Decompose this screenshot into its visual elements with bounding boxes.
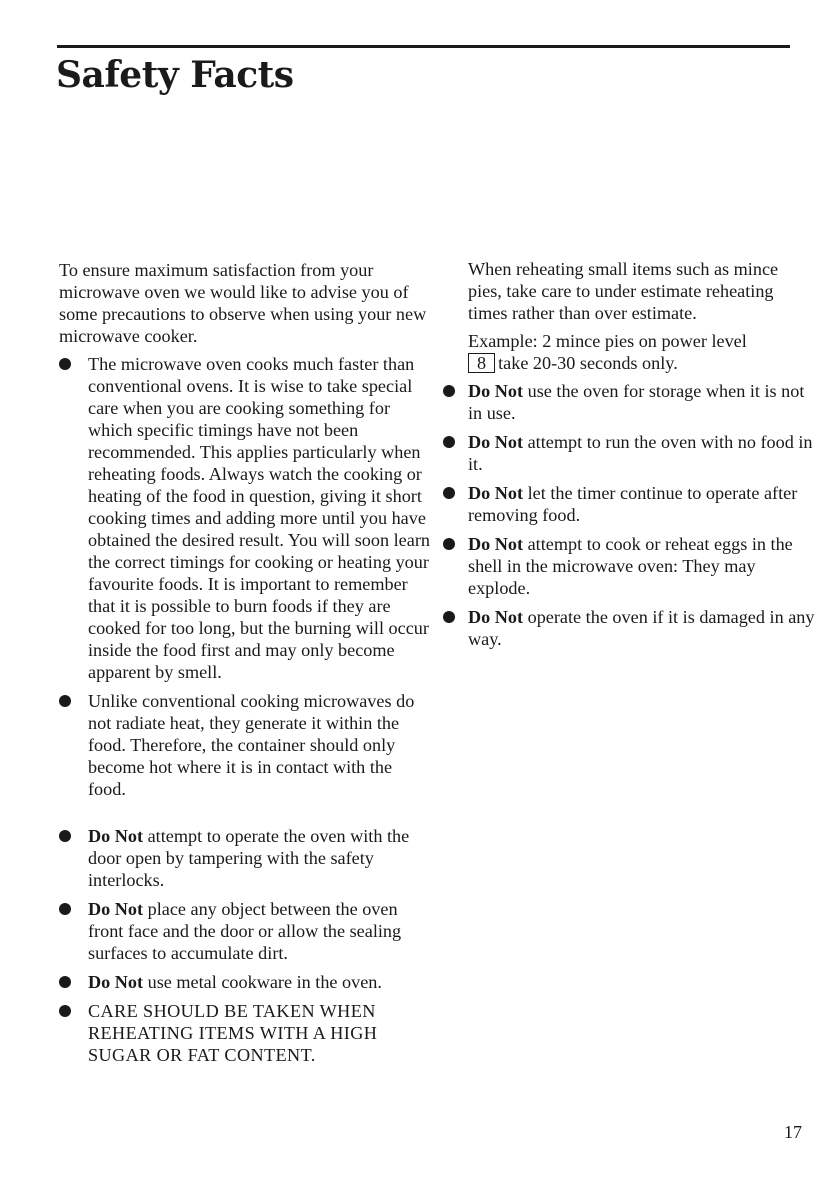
warning-label: Do Not [468, 381, 524, 401]
bullet-text: place any object between the oven front face and the door or allow the sealing surfaces to accumulate dirt. [88, 899, 402, 963]
list-item [59, 690, 434, 800]
list-item [59, 898, 434, 964]
bullet-icon [443, 487, 455, 499]
example-text: Example: 2 mince pies on power level [468, 331, 747, 351]
bullet-icon [59, 358, 71, 370]
bullet-icon [443, 385, 455, 397]
list-item [59, 825, 434, 891]
warning-label: Do Not [468, 534, 524, 554]
bullet-icon [59, 830, 71, 842]
list-item [441, 431, 816, 475]
bullet-text: attempt to operate the oven with the door open by tampering with the safety interlocks. [88, 826, 410, 890]
list-item [59, 353, 434, 683]
page-title: Safety Facts [56, 54, 294, 96]
intro-paragraph: To ensure maximum satisfaction from your microwave oven we would like to advise you of some precautions to observe when using your new microwave cooker. [59, 260, 427, 346]
reheating-paragraph: When reheating small items such as mince pies, take care to under estimate reheating times rather than over estimate. [468, 259, 779, 323]
spacer [59, 807, 434, 825]
example-paragraph [441, 330, 816, 374]
warning-label: Do Not [88, 899, 144, 919]
bullet-text: use the oven for storage when it is not in use. [468, 381, 805, 423]
bullet-icon [59, 1005, 71, 1017]
bullet-icon [59, 695, 71, 707]
bullet-text: The microwave oven cooks much faster than conventional ovens. It is wise to take special care when you are cooking something for which specific timings have not been recommended. This applies particularly when reheating foods. Always watch the cooking or heating of the food in question, giving it short cooking times and adding more until you have obtained the desired result. You will soon learn the correct timings for cooking or heating your favourite foods. It is important to remember that it is possible to burn foods if they are cooked for too long, but the burning will occur inside the food first and may only become apparent by smell. [88, 354, 430, 682]
warning-label: Do Not [88, 826, 144, 846]
bullet-text: operate the oven if it is damaged in any way. [468, 607, 815, 649]
list-item [59, 1000, 434, 1066]
warning-label: Do Not [468, 432, 524, 452]
bullet-icon [443, 538, 455, 550]
bullet-text: CARE SHOULD BE TAKEN WHEN REHEATING ITEMS WITH A HIGH SUGAR OR FAT CONTENT. [88, 1001, 378, 1065]
bullet-text: let the timer continue to operate after removing food. [468, 483, 798, 525]
bullet-text: use metal cookware in the oven. [143, 972, 382, 992]
warning-label: Do Not [468, 483, 524, 503]
list-item [441, 533, 816, 599]
right-column [441, 258, 816, 657]
bullet-icon [443, 436, 455, 448]
example-rest: take 20-30 seconds only. [498, 353, 678, 373]
list-item [441, 482, 816, 526]
header-rule [57, 45, 790, 48]
warning-label: Do Not [468, 607, 524, 627]
left-column [59, 259, 434, 1073]
warning-label: Do Not [88, 972, 144, 992]
power-level-box: 8 [468, 353, 495, 373]
page-number: 17 [784, 1122, 802, 1142]
bullet-icon [59, 903, 71, 915]
bullet-icon [443, 611, 455, 623]
list-item [441, 380, 816, 424]
bullet-text: Unlike conventional cooking microwaves do not radiate heat, they generate it within the food. Therefore, the container should only become hot where it is in contact with the food. [88, 691, 415, 799]
list-item [441, 606, 816, 650]
bullet-text: attempt to cook or reheat eggs in the shell in the microwave oven: They may explode. [468, 534, 793, 598]
bullet-icon [59, 976, 71, 988]
bullet-text: attempt to run the oven with no food in it. [468, 432, 813, 474]
list-item [59, 971, 434, 993]
